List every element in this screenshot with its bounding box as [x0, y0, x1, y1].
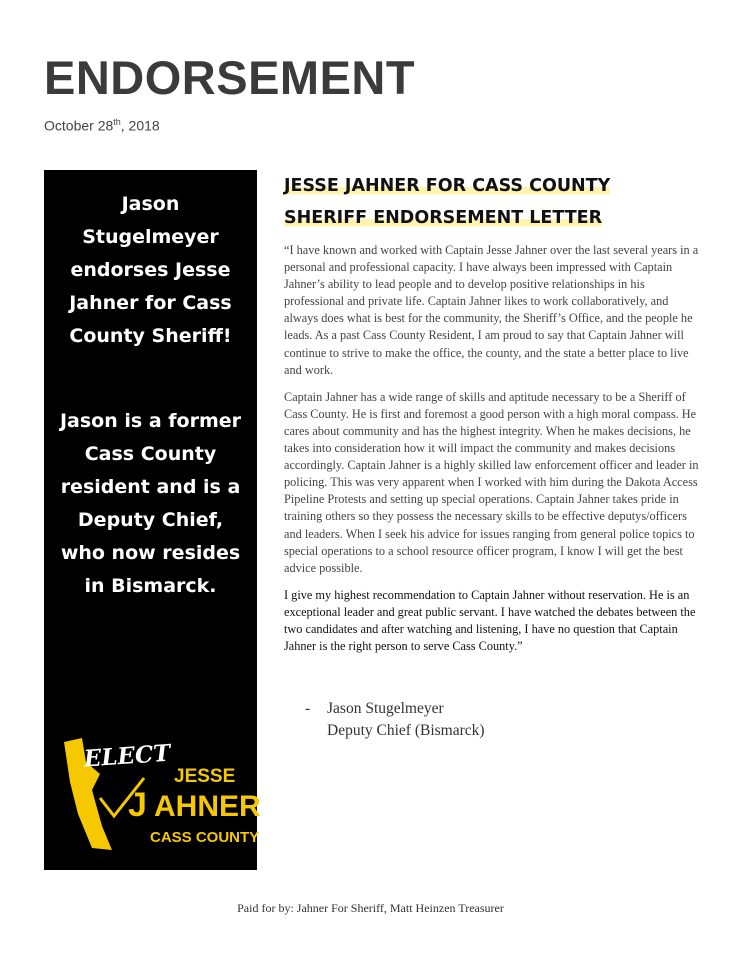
logo-last-name: AHNER [154, 790, 261, 823]
page-title: ENDORSEMENT [44, 51, 416, 104]
sidebar-bio-text: Jason is a former Cass County resident and is a Deputy Chief, who now resides in Bismarck. [59, 410, 241, 597]
sidebar-endorsement-text: Jason Stugelmeyer endorses Jesse Jahner for Cass County Sheriff! [69, 193, 232, 347]
logo-county: CASS COUNTY [150, 829, 260, 846]
letter-paragraph-2: Captain Jahner has a wide range of skills and aptitude necessary to be a Sheriff of Cass County. He is first and foremost a good person with a high moral compass. He cares about community and has the highest integrity. When he makes decisions, he takes into consideration how it will impact the community and makes decisions accordingly. Captain Jahner is a highly skilled law enforcement officer and leader in policing. This was very apparent when I worked with him during the Dakota Access Pipeline Protests and setting up special operations. Captain Jahner takes pride in training others so they possess the necessary skills to be effective deputys/officers and leaders. When I seek his advice for issues ranging from general police topics to special operations to a school resource officer program, I know I will get the best advice possible. [284, 389, 699, 575]
signature-block [305, 698, 485, 742]
letter-date [44, 117, 160, 134]
sidebar-panel [44, 170, 261, 870]
paid-for-footer: Paid for by: Jahner For Sheriff, Matt Heinzen Treasurer [237, 901, 504, 915]
letter-heading [284, 170, 704, 234]
letter-paragraph-1: “I have known and worked with Captain Jesse Jahner over the last several years in a personal and professional capacity. I have always been impressed with Captain Jahner’s ability to lead people and to develop positive relationships in his professional and private life. Captain Jahner likes to work collaboratively, and always does what is best for the community, the Sheriff’s Office, and the people he leads. As a past Cass County Resident, I am proud to say that Captain Jahner will continue to strive to make the office, the county, and the state a better place to live and work. [284, 243, 699, 377]
signature-title: Deputy Chief (Bismarck) [327, 722, 485, 739]
letter-paragraph-3: I give my highest recommendation to Captain Jahner without reservation. He is an exceptional leader and great public servant. I have watched the debates between the two candidates and after watching and listening, I have no question that Captain Jahner is the right person to serve Cass County.” [284, 587, 696, 654]
logo-j-letter: J [128, 786, 147, 824]
logo-first-name: JESSE [174, 766, 236, 787]
logo-elect: ELECT [82, 739, 172, 773]
signature-dash: - [305, 700, 311, 717]
date-prefix: October 28 [44, 117, 114, 134]
heading-line-2: SHERIFF ENDORSEMENT LETTER [284, 208, 603, 228]
campaign-logo [62, 730, 261, 855]
signature-name: Jason Stugelmeyer [327, 700, 444, 717]
date-ordinal: th [113, 117, 121, 127]
letter-body [284, 242, 700, 665]
date-suffix: , 2018 [120, 117, 160, 134]
heading-line-1: JESSE JAHNER FOR CASS COUNTY [284, 176, 611, 196]
